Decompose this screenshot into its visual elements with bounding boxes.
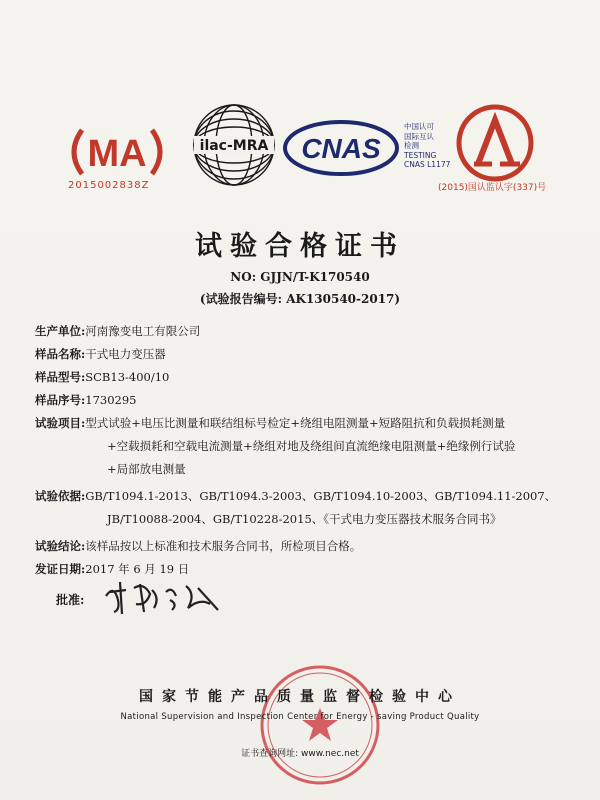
field-items-cont [35, 458, 575, 481]
field-manufacturer [35, 320, 575, 343]
cnas-side-line: 检测 [404, 141, 419, 150]
field-label: 生产单位: [35, 324, 86, 338]
certificate-fields [35, 320, 575, 581]
field-basis-cont [35, 508, 575, 531]
field-value: 干式电力变压器 [85, 347, 166, 361]
field-items-cont [35, 435, 575, 458]
cal-number: (2015)国认监认字(337)号 [438, 183, 547, 193]
field-model [35, 366, 575, 389]
field-value: 河南豫变电工有限公司 [85, 324, 201, 338]
field-label: 样品名称: [35, 347, 86, 361]
cma-number: 2015002838Z [68, 180, 150, 191]
certificate-number: NO: GJJN/T-K170540 [230, 270, 370, 284]
field-basis [35, 485, 575, 508]
field-label: 试验依据: [35, 489, 86, 503]
cnas-side-text [404, 122, 450, 170]
field-value: +空载损耗和空载电流测量+绕组对地及绕组间直流绝缘电阻测量+绝缘例行试验 [107, 439, 516, 453]
cnas-side-line: CNAS L1177 [404, 160, 451, 169]
approve-label: 批准: [56, 593, 85, 607]
accreditation-logos [40, 100, 570, 200]
field-conclusion [35, 535, 575, 558]
cnas-text: CNAS [301, 133, 381, 164]
issuing-center-cn: 国家节能产品质量监督检验中心 [139, 689, 461, 705]
field-label: 样品型号: [35, 370, 86, 384]
cma-text: MA [87, 133, 147, 175]
field-label: 试验结论: [35, 539, 86, 553]
cnas-side-line: 国际互认 [404, 131, 434, 141]
field-label: 样品序号: [35, 393, 86, 407]
field-label: 试验项目: [35, 416, 86, 430]
certificate-title: 试验合格证书 [195, 231, 405, 262]
certificate-lookup-url: 证书查询网址: www.nec.net [241, 749, 359, 759]
report-number: (试验报告编号: AK130540-2017) [199, 292, 401, 306]
handwritten-signature [100, 574, 230, 618]
field-items [35, 412, 575, 435]
field-value: 型式试验+电压比测量和联结组标号检定+绕组电阻测量+短路阻抗和负载损耗测量 [85, 416, 506, 430]
field-value: 1730295 [85, 393, 137, 407]
field-value: 该样品按以上标准和技术服务合同书，所检项目合格。 [85, 539, 362, 553]
cnas-side-line: TESTING [404, 150, 437, 160]
field-sample-name [35, 343, 575, 366]
field-value: SCB13-400/10 [85, 370, 170, 384]
cma-logo [62, 122, 172, 182]
field-serial [35, 389, 575, 412]
cnas-logo [282, 118, 400, 178]
field-value: GB/T1094.1-2013、GB/T1094.3-2003、GB/T1094.10-2003、GB/T1094.11-2007、 [85, 489, 557, 503]
field-label: 发证日期: [35, 562, 86, 576]
field-value: 2017 年 6 月 19 日 [85, 562, 190, 576]
field-value: +局部放电测量 [107, 462, 186, 476]
issuing-center-en: National Supervision and Inspection Center for Energy - saving Product Quality [120, 712, 480, 722]
official-red-seal [255, 660, 385, 790]
cnas-side-line: 中国认可 [404, 122, 434, 131]
ilac-mra-logo [186, 100, 282, 190]
field-value: JB/T10088-2004、GB/T10228-2015、《干式电力变压器技术服务合同书》 [107, 512, 502, 526]
cal-logo [454, 102, 536, 184]
ilac-text: ilac-MRA [199, 138, 269, 154]
